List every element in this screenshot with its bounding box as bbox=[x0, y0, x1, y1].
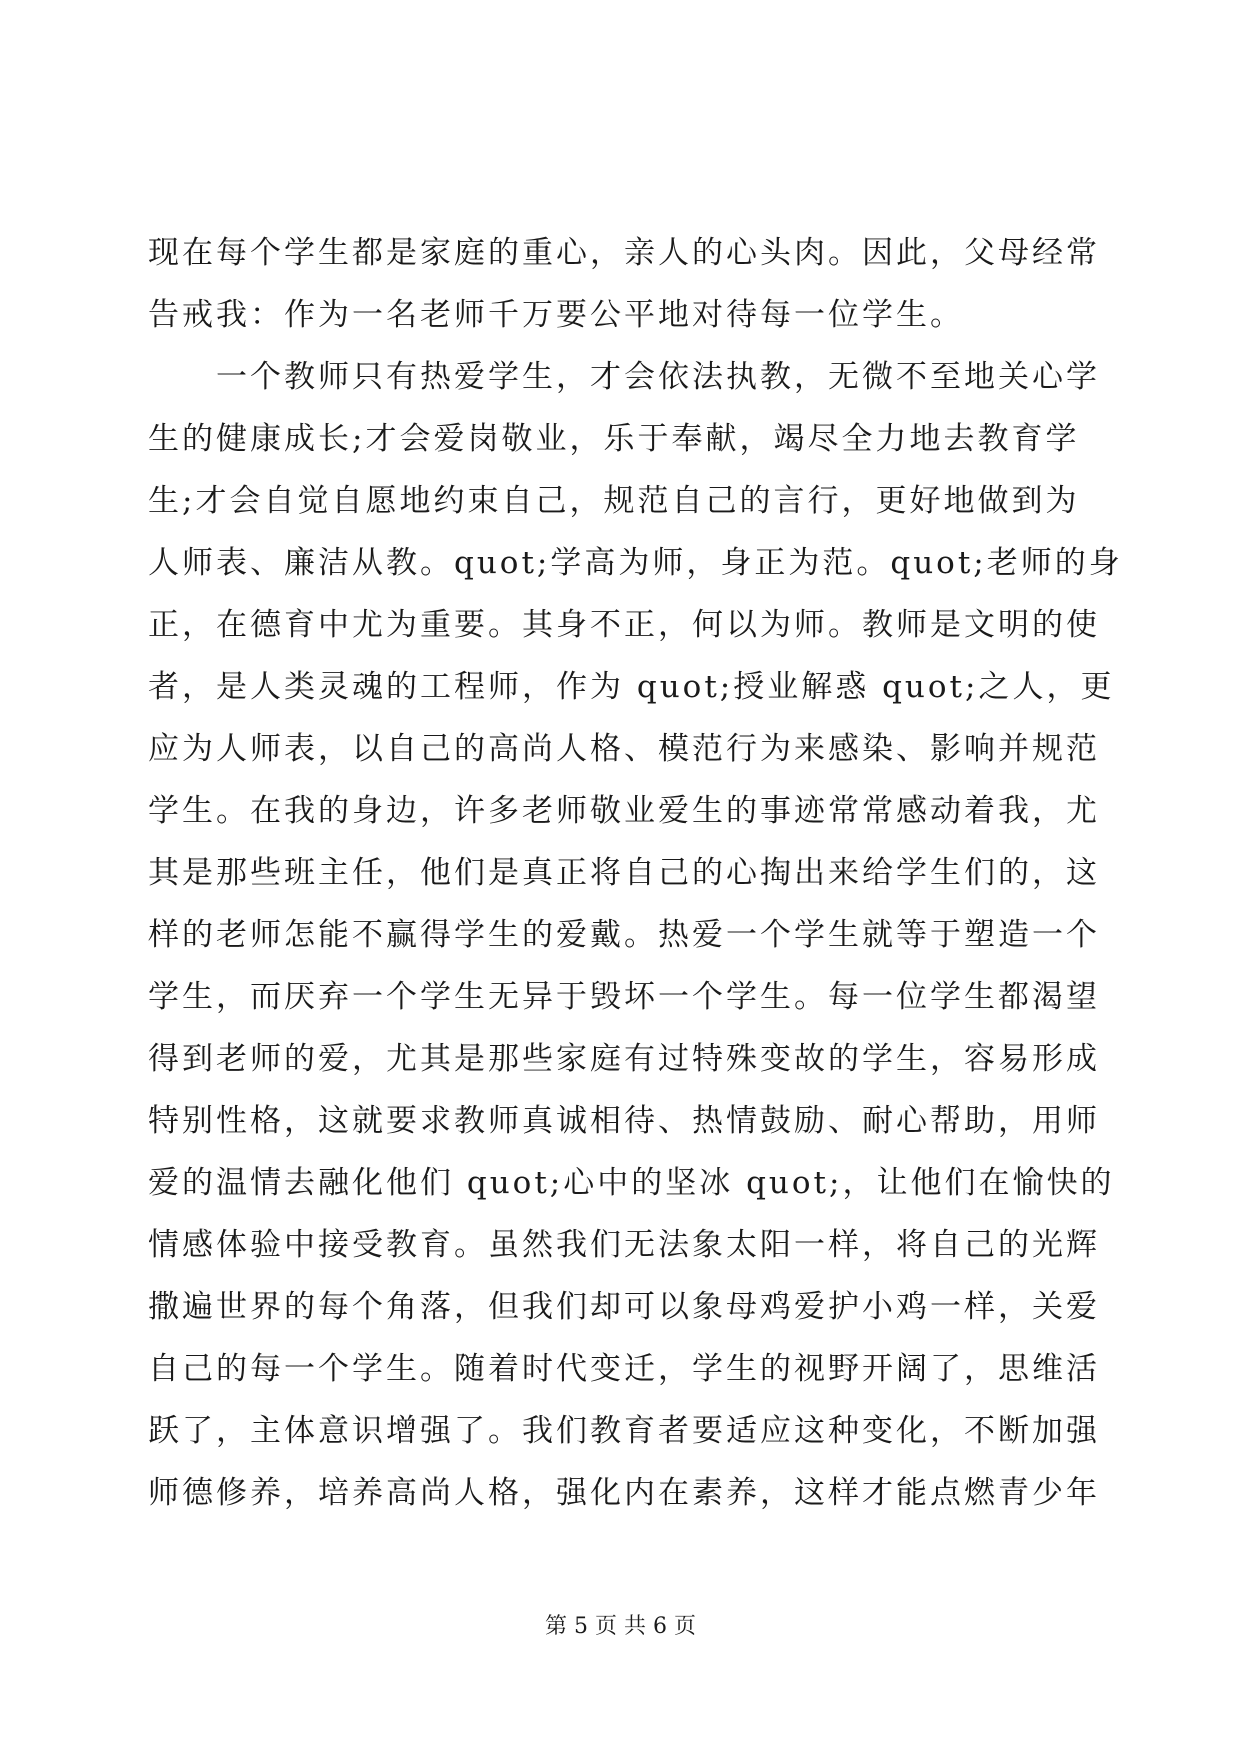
text-line: 现在每个学生都是家庭的重心，亲人的心头肉。因此，父母经常 bbox=[148, 235, 1100, 271]
document-body bbox=[148, 222, 1123, 1524]
text-line: 人师表、廉洁从教。quot;学高为师，身正为范。quot;老师的身 bbox=[148, 545, 1123, 581]
text-line: 一个教师只有热爱学生，才会依法执教，无微不至地关心学 bbox=[216, 359, 1100, 395]
text-line: 应为人师表，以自己的高尚人格、模范行为来感染、影响并规范 bbox=[148, 731, 1100, 767]
text-line: 跃了，主体意识增强了。我们教育者要适应这种变化，不断加强 bbox=[148, 1413, 1100, 1449]
text-line: 样的老师怎能不赢得学生的爱戴。热爱一个学生就等于塑造一个 bbox=[148, 917, 1100, 953]
text-line: 其是那些班主任，他们是真正将自己的心掏出来给学生们的，这 bbox=[148, 855, 1100, 891]
text-line: 生;才会自觉自愿地约束自己，规范自己的言行，更好地做到为 bbox=[148, 483, 1080, 519]
page-footer bbox=[0, 1612, 1241, 1642]
text-line: 自己的每一个学生。随着时代变迁，学生的视野开阔了，思维活 bbox=[148, 1351, 1100, 1387]
text-line: 得到老师的爱，尤其是那些家庭有过特殊变故的学生，容易形成 bbox=[148, 1041, 1100, 1077]
page-number-label: 第 5 页 共 6 页 bbox=[545, 1614, 696, 1639]
text-line: 师德修养，培养高尚人格，强化内在素养，这样才能点燃青少年 bbox=[148, 1475, 1100, 1511]
text-line: 撒遍世界的每个角落，但我们却可以象母鸡爱护小鸡一样，关爱 bbox=[148, 1289, 1100, 1325]
text-line: 正，在德育中尤为重要。其身不正，何以为师。教师是文明的使 bbox=[148, 607, 1100, 643]
text-line: 学生，而厌弃一个学生无异于毁坏一个学生。每一位学生都渴望 bbox=[148, 979, 1100, 1015]
text-line: 爱的温情去融化他们 quot;心中的坚冰 quot;，让他们在愉快的 bbox=[148, 1165, 1115, 1201]
text-line: 学生。在我的身边，许多老师敬业爱生的事迹常常感动着我，尤 bbox=[148, 793, 1100, 829]
text-line: 情感体验中接受教育。虽然我们无法象太阳一样，将自己的光辉 bbox=[148, 1227, 1100, 1263]
text-line: 特别性格，这就要求教师真诚相待、热情鼓励、耐心帮助，用师 bbox=[148, 1103, 1100, 1139]
text-line: 者，是人类灵魂的工程师，作为 quot;授业解惑 quot;之人，更 bbox=[148, 669, 1115, 705]
text-line: 告戒我：作为一名老师千万要公平地对待每一位学生。 bbox=[148, 297, 964, 333]
text-line: 生的健康成长;才会爱岗敬业，乐于奉献，竭尽全力地去教育学 bbox=[148, 421, 1080, 457]
